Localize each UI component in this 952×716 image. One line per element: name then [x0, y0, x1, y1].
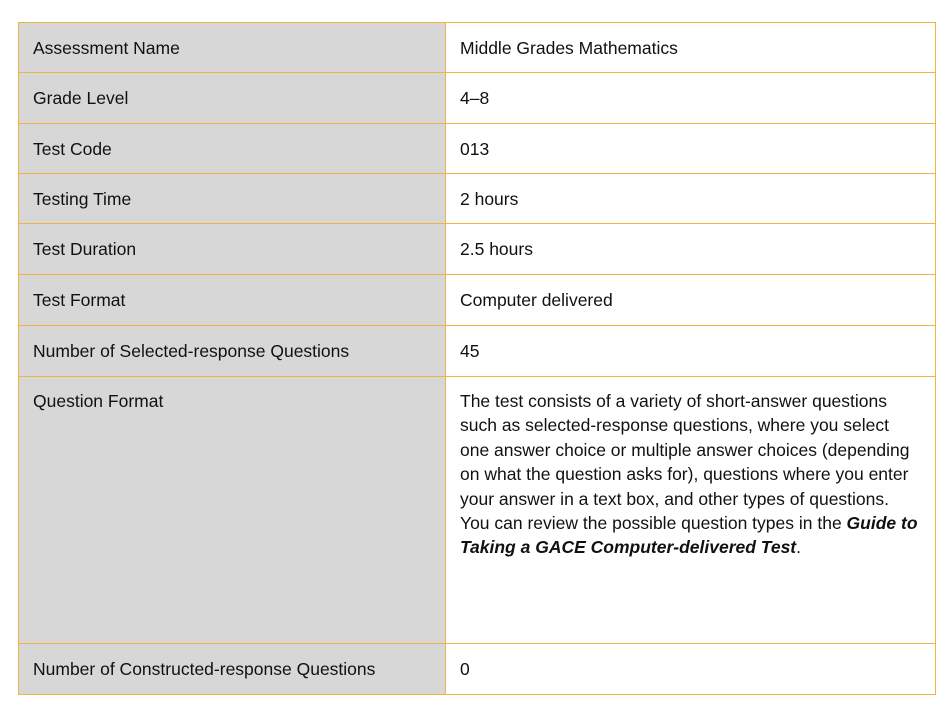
- row-value: 2 hours: [446, 174, 936, 224]
- row-value: 4–8: [446, 73, 936, 124]
- table-row: [19, 377, 936, 644]
- row-label: Question Format: [19, 377, 446, 644]
- row-label: Testing Time: [19, 174, 446, 224]
- table-row: [19, 73, 936, 124]
- row-label: Test Duration: [19, 224, 446, 275]
- row-label: Test Code: [19, 124, 446, 174]
- table-row: [19, 124, 936, 174]
- table-row: [19, 224, 936, 275]
- row-label: Number of Selected-response Questions: [19, 326, 446, 377]
- row-label: Test Format: [19, 275, 446, 326]
- question-format-description: [446, 377, 936, 644]
- row-value: 2.5 hours: [446, 224, 936, 275]
- row-label: Number of Constructed-response Questions: [19, 644, 446, 695]
- table-row: [19, 326, 936, 377]
- table-row: [19, 644, 936, 695]
- row-value: Computer delivered: [446, 275, 936, 326]
- table-row: [19, 23, 936, 73]
- test-info-table: [18, 22, 936, 695]
- row-value: 013: [446, 124, 936, 174]
- description-text: The test consists of a variety of short-answer questions such as selected-response questions, where you select one answer choice or multiple answer choices (depending on what the question asks for), questions where you enter your answer in a text box, and other types of questions. You can review the possible question types in the: [460, 391, 910, 534]
- table-row: [19, 275, 936, 326]
- guide-title: Guide to Taking a GACE Computer-delivered Test: [460, 513, 918, 558]
- row-value: 0: [446, 644, 936, 695]
- row-value: 45: [446, 326, 936, 377]
- description-end: .: [796, 537, 802, 558]
- row-value: Middle Grades Mathematics: [446, 23, 936, 73]
- table-row: [19, 174, 936, 224]
- row-label: Grade Level: [19, 73, 446, 124]
- row-label: Assessment Name: [19, 23, 446, 73]
